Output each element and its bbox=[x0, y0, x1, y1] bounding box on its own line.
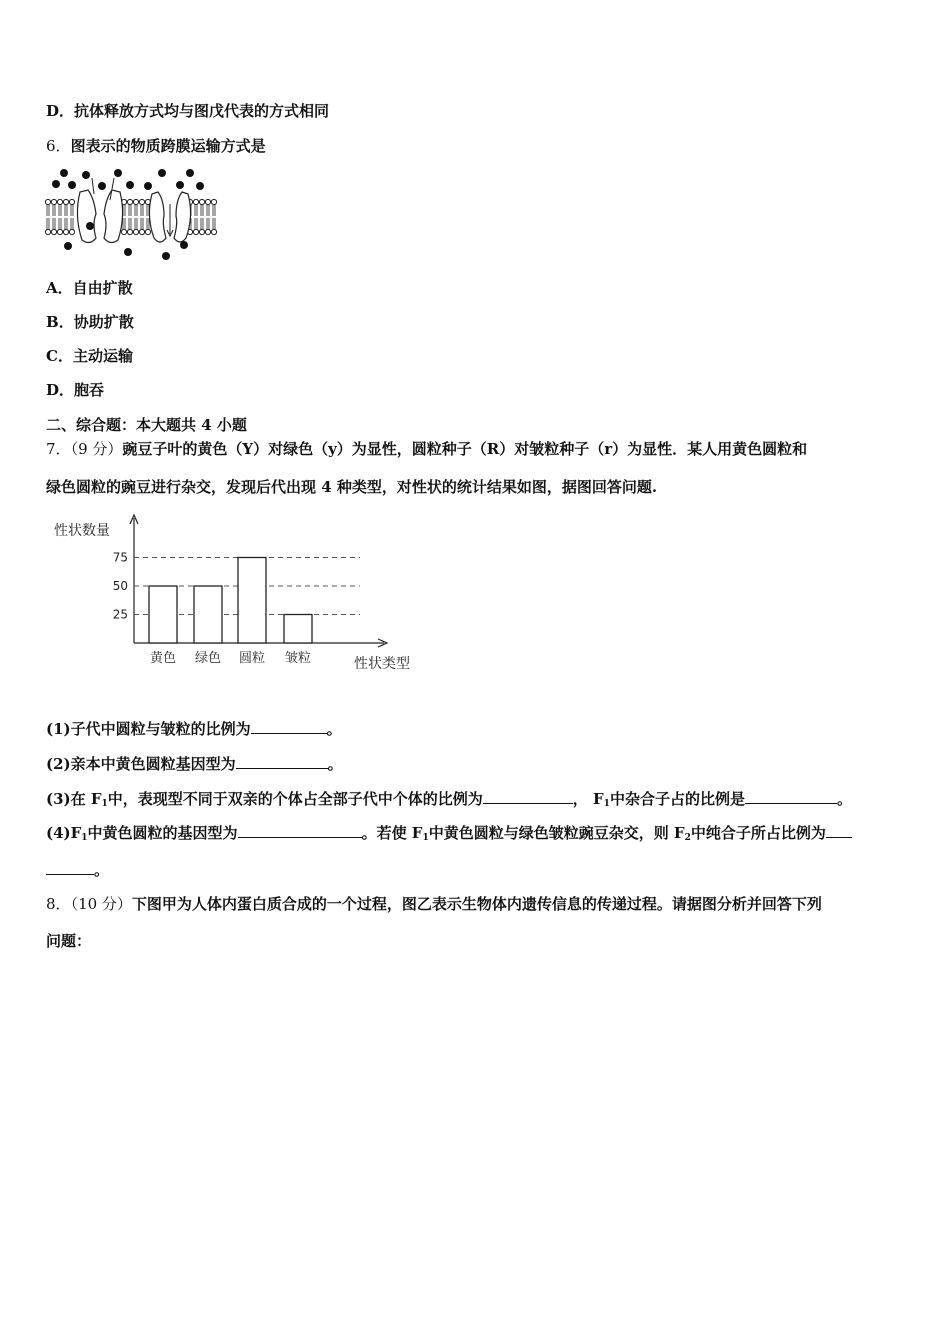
q7-sub4-continued: 。 bbox=[46, 860, 109, 880]
answer-blank[interactable] bbox=[236, 754, 328, 769]
y-tick-label: 50 bbox=[112, 579, 128, 593]
q7-sub4: $(4)F_1$中黄色圆粒的基因型为 。若使 $F_1$中黄色圆粒与绿色皱粒豌豆杂交，则 $F_2$中纯合子所占比例为 bbox=[46, 823, 852, 848]
q7-sub3: (3)在 $F_1$中，表现型不同于双亲的个体占全部子代中个体的比例为 ， $F_1$中杂合子占的比例是 。 bbox=[46, 790, 852, 809]
q6-option-d: D．胞吞 bbox=[46, 381, 105, 399]
membrane-transport-figure bbox=[44, 164, 219, 264]
question-number: 7 bbox=[46, 440, 56, 458]
x-tick-label: 皱粒 bbox=[284, 651, 312, 666]
chart-xlabel: 性状类型 bbox=[354, 656, 410, 672]
q7-sub2: (2)亲本中黄色圆粒基因型为 。 bbox=[46, 755, 343, 773]
option-text: 抗体释放方式均与图戊代表的方式相同 bbox=[74, 102, 330, 120]
q8-stem-line2: 问题： bbox=[46, 932, 92, 950]
q6-option-c: C．主动运输 bbox=[46, 347, 133, 365]
option-text: 主动运输 bbox=[72, 347, 133, 365]
x-tick-label: 黄色 bbox=[149, 651, 177, 666]
q7-sub1: (1)子代中圆粒与皱粒的比例为 。 bbox=[46, 720, 342, 738]
option-text: 胞吞 bbox=[74, 381, 105, 399]
q6-option-b: B．协助扩散 bbox=[46, 313, 134, 331]
question-score: （10 分） bbox=[70, 895, 132, 913]
answer-blank[interactable] bbox=[238, 823, 362, 838]
option-letter: A bbox=[46, 279, 58, 297]
chart-ylabel: 性状数量 bbox=[54, 523, 110, 539]
x-tick-label: 圆粒 bbox=[238, 651, 266, 666]
q6-option-a: A．自由扩散 bbox=[46, 279, 133, 297]
question-number: 6 bbox=[46, 137, 56, 155]
option-letter: C bbox=[46, 347, 58, 365]
option-text: 自由扩散 bbox=[72, 279, 133, 297]
option-letter: D bbox=[46, 102, 60, 120]
y-tick-label: 25 bbox=[112, 607, 128, 622]
section-title: 二、综合题：本大题共 4 小题 bbox=[46, 416, 247, 434]
answer-blank[interactable] bbox=[251, 719, 327, 734]
bar-2 bbox=[238, 558, 266, 644]
answer-blank[interactable] bbox=[745, 789, 837, 804]
q6-stem: 6．图表示的物质跨膜运输方式是 bbox=[46, 137, 266, 155]
answer-blank[interactable] bbox=[826, 823, 852, 838]
y-tick-label: 75 bbox=[112, 550, 128, 565]
x-tick-label: 绿色 bbox=[194, 651, 222, 666]
question-text: 下图甲为人体内蛋白质合成的一个过程，图乙表示生物体内遗传信息的传递过程。请据图分析并回答下列 bbox=[131, 895, 822, 913]
bar-3 bbox=[284, 615, 312, 644]
option-text: 协助扩散 bbox=[73, 313, 134, 331]
carrier-protein-1 bbox=[77, 190, 122, 243]
answer-blank[interactable] bbox=[46, 860, 94, 875]
question-text: 图表示的物质跨膜运输方式是 bbox=[70, 137, 266, 155]
bar-1 bbox=[194, 586, 222, 643]
bar-0 bbox=[149, 586, 177, 643]
question-number: 8 bbox=[46, 895, 56, 913]
q5-option-d: D．抗体释放方式均与图戊代表的方式相同 bbox=[46, 102, 330, 120]
question-text: 豌豆子叶的黄色（Y）对绿色（y）为显性，圆粒种子（R）对皱粒种子（r）为显性．某人用黄色圆粒和 bbox=[122, 440, 808, 458]
option-letter: D bbox=[46, 381, 60, 399]
option-letter: B bbox=[46, 313, 59, 331]
trait-bar-chart bbox=[48, 512, 418, 677]
q7-stem-line2: 绿色圆粒的豌豆进行杂交，发现后代出现 4 种类型，对性状的统计结果如图，据图回答问题. bbox=[46, 478, 658, 496]
question-score: （9 分） bbox=[70, 440, 123, 458]
answer-blank[interactable] bbox=[483, 789, 573, 804]
q8-stem-line1: 8．（10 分）下图甲为人体内蛋白质合成的一个过程，图乙表示生物体内遗传信息的传递过程。请据图分析并回答下列 bbox=[46, 895, 822, 913]
q7-stem-line1: 7．（9 分）豌豆子叶的黄色（Y）对绿色（y）为显性，圆粒种子（R）对皱粒种子（r）为显性．某人用黄色圆粒和 bbox=[46, 440, 808, 458]
